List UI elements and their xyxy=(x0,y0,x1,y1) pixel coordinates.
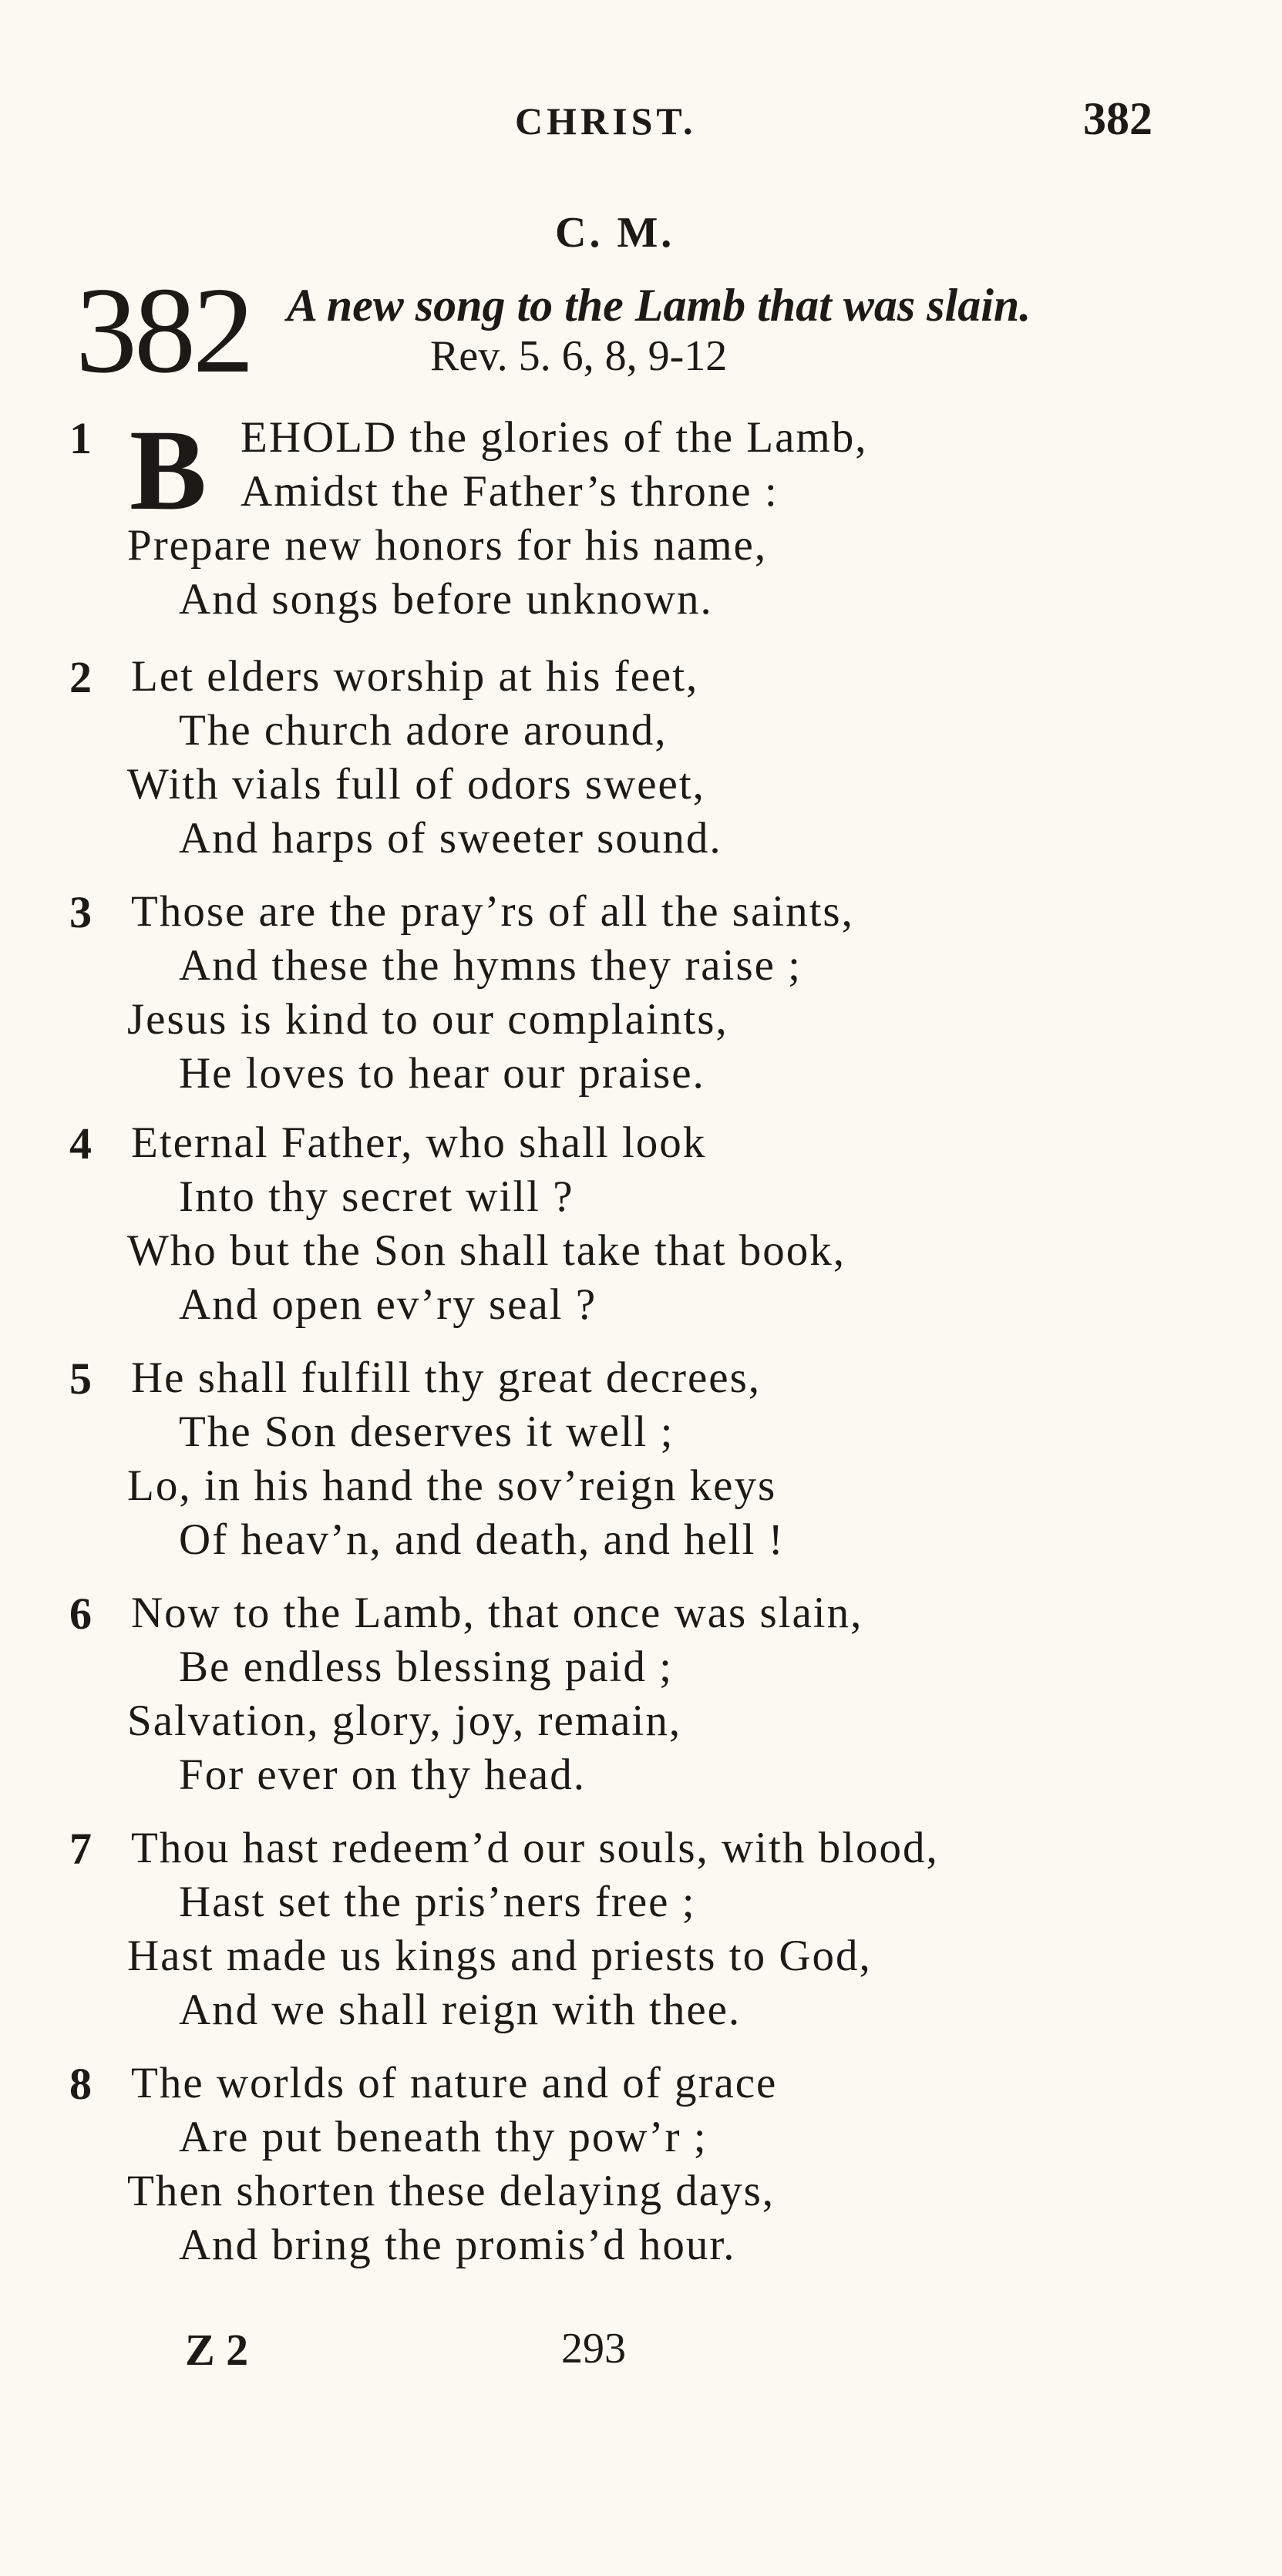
verse-line: Who but the Son shall take that book, xyxy=(127,1226,846,1275)
verse-line: EHOLD the glories of the Lamb, xyxy=(241,413,868,462)
verse-line: Into thy secret will ? xyxy=(179,1172,574,1221)
stanza-number: 8 xyxy=(69,2059,92,2109)
verse-line: With vials full of odors sweet, xyxy=(127,760,705,809)
verse-line: Now to the Lamb, that once was slain, xyxy=(131,1589,863,1637)
verse-line: The Son deserves it well ; xyxy=(179,1407,675,1456)
verse-line: And bring the promis’d hour. xyxy=(179,2221,736,2269)
running-title: CHRIST. xyxy=(515,99,697,143)
verse-line: Those are the pray’rs of all the saints, xyxy=(131,887,854,936)
scripture-reference: Rev. 5. 6, 8, 9-12 xyxy=(430,332,728,380)
verse-line: And these the hymns they raise ; xyxy=(179,941,803,990)
stanza-number: 7 xyxy=(69,1824,92,1874)
verse-line: He shall fulfill thy great decrees, xyxy=(131,1354,762,1402)
hymn-number: 382 xyxy=(76,261,251,399)
page-number: 382 xyxy=(1083,93,1152,144)
drop-cap: B xyxy=(130,406,207,534)
stanza-number: 3 xyxy=(69,887,92,937)
verse-line: For ever on thy head. xyxy=(179,1750,586,1799)
verse-line: And songs before unknown. xyxy=(179,575,713,624)
verse-line: And we shall reign with thee. xyxy=(179,1986,742,2034)
folio-number: 293 xyxy=(561,2325,626,2373)
verse-line: He loves to hear our praise. xyxy=(179,1049,705,1098)
verse-line: Be endless blessing paid ; xyxy=(179,1643,673,1691)
stanza-number: 6 xyxy=(69,1589,92,1639)
verse-line: Salvation, glory, joy, remain, xyxy=(127,1697,682,1745)
verse-line: Let elders worship at his feet, xyxy=(131,652,699,701)
verse-line: Of heav’n, and death, and hell ! xyxy=(179,1515,785,1564)
stanza-number: 5 xyxy=(69,1354,92,1404)
meter-label: C. M. xyxy=(555,209,675,257)
verse-line: Thou hast redeem’d our souls, with blood, xyxy=(131,1824,939,1872)
verse-line: The church adore around, xyxy=(179,706,668,755)
signature-mark: Z 2 xyxy=(185,2325,249,2375)
verse-line: The worlds of nature and of grace xyxy=(131,2059,778,2107)
verse-line: Hast made us kings and priests to God, xyxy=(127,1932,872,1980)
hymn-title: A new song to the Lamb that was slain. xyxy=(287,280,1031,331)
verse-line: And harps of sweeter sound. xyxy=(179,814,722,863)
verse-line: Eternal Father, who shall look xyxy=(131,1118,707,1167)
verse-line: Jesus is kind to our complaints, xyxy=(127,995,728,1044)
verse-line: Then shorten these delaying days, xyxy=(127,2167,776,2215)
verse-line: Lo, in his hand the sov’reign keys xyxy=(127,1461,777,1510)
verse-line: Are put beneath thy pow’r ; xyxy=(179,2113,708,2161)
verse-line: Prepare new honors for his name, xyxy=(127,521,768,570)
verse-line: Hast set the pris’ners free ; xyxy=(179,1878,696,1926)
running-head xyxy=(0,93,1282,153)
stanza-number: 2 xyxy=(69,652,92,702)
verse-line: And open ev’ry seal ? xyxy=(179,1280,597,1329)
verse-line: Amidst the Father’s throne : xyxy=(241,467,779,516)
stanza-number: 4 xyxy=(69,1118,92,1169)
stanza-number: 1 xyxy=(69,413,92,463)
